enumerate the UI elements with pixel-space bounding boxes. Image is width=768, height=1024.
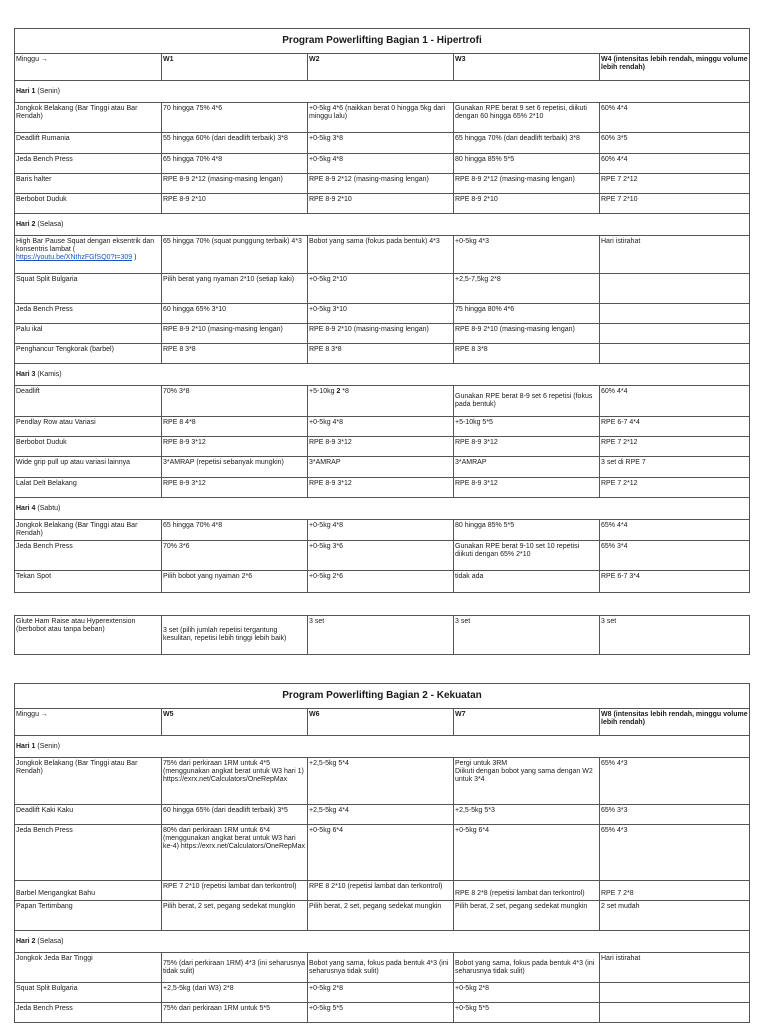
cell: +0-5kg 3*8 [308, 133, 454, 154]
cell: Pilih bobot yang nyaman 2*6 [162, 571, 308, 593]
table-row [15, 324, 750, 344]
week-header: W6 [308, 709, 454, 736]
table-row [15, 457, 750, 478]
cell: RPE 7 2*12 [600, 437, 750, 457]
cell: RPE 8-9 3*12 [454, 478, 600, 498]
cell: 65 hingga 70% 4*8 [162, 520, 308, 541]
day-sub: (Senin) [35, 87, 60, 95]
table-row [15, 983, 750, 1003]
day-name: Hari 1 [16, 742, 36, 750]
exercise-cell: Squat Split Bulgaria [15, 274, 162, 304]
cell: +0-5kg 2*10 [308, 274, 454, 304]
cell: RPE 8-9 3*12 [162, 437, 308, 457]
table-row [15, 541, 750, 571]
table-row [15, 1003, 750, 1023]
part2-title: Program Powerlifting Bagian 2 - Kekuatan [15, 684, 750, 709]
cell: +0-5kg 4*3 [454, 236, 600, 274]
cell: 75 hingga 80% 4*6 [454, 304, 600, 324]
cell: 3 set (pilih jumlah repetisi tergantung kesulitan, repetisi lebih tinggi lebih baik) [162, 616, 308, 655]
cell: RPE 8 3*8 [308, 344, 454, 364]
cell [600, 983, 750, 1003]
exercise-cell: Jeda Bench Press [15, 304, 162, 324]
cell: 3 set [454, 616, 600, 655]
cell: 80 hingga 85% 5*5 [454, 154, 600, 174]
day-sub: (Sabtu) [35, 504, 61, 512]
cell: RPE 8 3*8 [162, 344, 308, 364]
table-row [15, 437, 750, 457]
exercise-cell: Jeda Bench Press [15, 541, 162, 571]
week-header: W8 (intensitas lebih rendah, minggu volume lebih rendah) [600, 709, 750, 736]
cell: 3 set [600, 616, 750, 655]
cell [600, 324, 750, 344]
cell: tidak ada [454, 571, 600, 593]
day-name: Hari 2 [16, 220, 36, 228]
table-row [15, 758, 750, 805]
cell: RPE 8-9 2*10 (masing-masing lengan) [162, 324, 308, 344]
week-header: W7 [454, 709, 600, 736]
cell: Hari istirahat [600, 236, 750, 274]
cell: +2,5-7,5kg 2*8 [454, 274, 600, 304]
day-sub: (Kamis) [35, 370, 62, 378]
exercise-cell: Jongkok Jeda Bar Tinggi [15, 953, 162, 983]
exercise-cell: Papan Tertimbang [15, 901, 162, 931]
exercise-text: High Bar Pause Squat dengan eksentrik dan konsentris lambat ( [16, 238, 155, 253]
exercise-cell: Deadlift Kaki Kaku [15, 805, 162, 825]
cell: 60 hingga 65% (dari deadlift terbaik) 3*5 [162, 805, 308, 825]
table-row [15, 805, 750, 825]
table-row [15, 236, 750, 274]
cell [600, 274, 750, 304]
cell: +0-5kg 3*6 [308, 541, 454, 571]
week-header: W5 [162, 709, 308, 736]
table-row [15, 953, 750, 983]
table-row [15, 881, 750, 901]
cell: 75% (dari perkiraan 1RM) 4*3 (ini seharusnya tidak sulit) [162, 953, 308, 983]
cell: RPE 7 2*10 [600, 194, 750, 214]
cell: 65% 4*3 [600, 758, 750, 805]
exercise-cell: Deadlift Rumania [15, 133, 162, 154]
cell: 65 hingga 70% (dari deadlift terbaik) 3*8 [454, 133, 600, 154]
link-tail: ) [132, 254, 137, 261]
day-sub: (Selasa) [35, 220, 64, 228]
cell [600, 304, 750, 324]
exercise-cell: Lalat Delt Belakang [15, 478, 162, 498]
cell: Pilih berat, 2 set, pegang sedekat mungkin [454, 901, 600, 931]
cell-text: +5-10kg [309, 388, 337, 395]
cell: +2,5-5kg 5*3 [454, 805, 600, 825]
cell: 60% 4*4 [600, 154, 750, 174]
table-row [15, 520, 750, 541]
cell [600, 1003, 750, 1023]
week-header: W1 [162, 54, 308, 81]
table-row [15, 154, 750, 174]
day-name: Hari 2 [16, 937, 36, 945]
cell: 60% 4*4 [600, 386, 750, 417]
cell: +0-5kg 2*8 [308, 983, 454, 1003]
exercise-cell: Jongkok Belakang (Bar Tinggi atau Bar Rendah) [15, 520, 162, 541]
table-row [15, 103, 750, 133]
cell: RPE 8-9 2*10 [308, 194, 454, 214]
cell: +0-5kg 4*8 [308, 520, 454, 541]
cell: 75% dari perkiraan 1RM untuk 5*5 [162, 1003, 308, 1023]
cell: 3 set di RPE 7 [600, 457, 750, 478]
cell: 70% 3*8 [162, 386, 308, 417]
exercise-cell: Jeda Bench Press [15, 1003, 162, 1023]
cell: RPE 7 2*12 [600, 478, 750, 498]
exercise-cell: Squat Split Bulgaria [15, 983, 162, 1003]
cell: +0-5kg 4*6 (naikkan berat 0 hingga 5kg dari minggu lalu) [308, 103, 454, 133]
table-row [15, 417, 750, 437]
cell: 60% 3*5 [600, 133, 750, 154]
exercise-cell: Barbel Mengangkat Bahu [15, 881, 162, 901]
cell: Pilih berat yang nyaman 2*10 (setiap kaki) [162, 274, 308, 304]
cell: Bobot yang sama, fokus pada bentuk 4*3 (ini seharusnya tidak sulit) [454, 953, 600, 983]
program-part1-table [14, 28, 750, 593]
exercise-cell: Deadlift [15, 386, 162, 417]
cell: 55 hingga 60% (dari deadlift terbaik) 3*8 [162, 133, 308, 154]
table-row [15, 274, 750, 304]
week-header: W3 [454, 54, 600, 81]
exercise-cell [15, 236, 162, 274]
table-row [15, 344, 750, 364]
exercise-cell: Jeda Bench Press [15, 825, 162, 881]
exercise-cell: Glute Ham Raise atau Hyperextension (berbobot atau tanpa beban) [15, 616, 162, 655]
cell: 70% 3*6 [162, 541, 308, 571]
cell: 3*AMRAP [454, 457, 600, 478]
exercise-cell: Jeda Bench Press [15, 154, 162, 174]
cell: 65 hingga 70% 4*8 [162, 154, 308, 174]
cell: RPE 8-9 3*12 [454, 437, 600, 457]
cell: Gunakan RPE berat 9-10 set 10 repetisi diikuti dengan 65% 2*10 [454, 541, 600, 571]
day-sub: (Senin) [35, 742, 60, 750]
day-header [15, 498, 750, 520]
cell: Pergi untuk 3RM Diikuti dengan bobot yang sama dengan W2 untuk 3*4 [454, 758, 600, 805]
cell: RPE 8-9 2*10 [454, 194, 600, 214]
cell: 80% dari perkiraan 1RM untuk 6*4 (menggunakan angkat berat untuk W3 hari ke-4) https://exrx.net/Calculators/OneRepMax [162, 825, 308, 881]
exercise-cell: Penghancur Tengkorak (barbel) [15, 344, 162, 364]
exercise-cell: Jongkok Belakang (Bar Tinggi atau Bar Rendah) [15, 103, 162, 133]
cell: +0-5kg 2*6 [308, 571, 454, 593]
cell: +0-5kg 4*8 [308, 417, 454, 437]
cell: RPE 7 2*12 [600, 174, 750, 194]
program-part2-table [14, 683, 750, 1023]
cell: 2 set mudah [600, 901, 750, 931]
cell: RPE 8 2*8 (repetisi lambat dan terkontrol) [454, 881, 600, 901]
table-row [15, 825, 750, 881]
cell [600, 344, 750, 364]
cell: RPE 8-9 3*12 [162, 478, 308, 498]
exercise-cell: Tekan Spot [15, 571, 162, 593]
table-row [15, 174, 750, 194]
cell: 3*AMRAP (repetisi sebanyak mungkin) [162, 457, 308, 478]
day-header [15, 81, 750, 103]
video-link[interactable]: https://youtu.be/XNthzFGfSQ0?t=309 [16, 254, 133, 261]
day-name: Hari 1 [16, 87, 36, 95]
table-row [15, 386, 750, 417]
cell: +2,5-5kg 4*4 [308, 805, 454, 825]
cell: RPE 8-9 2*12 (masing-masing lengan) [308, 174, 454, 194]
table-row [15, 571, 750, 593]
cell: RPE 8-9 2*10 (masing-masing lengan) [454, 324, 600, 344]
cell: RPE 8 2*10 (repetisi lambat dan terkontrol) [308, 881, 454, 901]
cell: RPE 8-9 2*10 [162, 194, 308, 214]
cell: 60% 4*4 [600, 103, 750, 133]
cell: +0-5kg 6*4 [308, 825, 454, 881]
day-header [15, 736, 750, 758]
cell: +0-5kg 5*5 [454, 1003, 600, 1023]
day-name: Hari 3 [16, 370, 36, 378]
day-sub: (Selasa) [35, 937, 64, 945]
table-row [15, 304, 750, 324]
exercise-cell: Jongkok Belakang (Bar Tinggi atau Bar Rendah) [15, 758, 162, 805]
cell: +0-5kg 6*4 [454, 825, 600, 881]
cell [308, 386, 454, 417]
cell: RPE 8-9 3*12 [308, 478, 454, 498]
cell: +2,5-5kg (dari W3) 2*8 [162, 983, 308, 1003]
cell: 65% 3*4 [600, 541, 750, 571]
table-row [15, 901, 750, 931]
cell: Bobot yang sama, fokus pada bentuk 4*3 (ini seharusnya tidak sulit) [308, 953, 454, 983]
table-row [15, 194, 750, 214]
day-header [15, 214, 750, 236]
cell: Bobot yang sama (fokus pada bentuk) 4*3 [308, 236, 454, 274]
cell: +0-5kg 4*8 [308, 154, 454, 174]
cell: RPE 6-7 4*4 [600, 417, 750, 437]
cell: RPE 8-9 2*10 (masing-masing lengan) [308, 324, 454, 344]
cell: +0-5kg 2*8 [454, 983, 600, 1003]
cell: 80 hingga 85% 5*5 [454, 520, 600, 541]
cell: +2,5-5kg 5*4 [308, 758, 454, 805]
table-row [15, 478, 750, 498]
cell: Pilih berat, 2 set, pegang sedekat mungkin [308, 901, 454, 931]
exercise-cell: Pendlay Row atau Variasi [15, 417, 162, 437]
cell: 65 hingga 70% (squat punggung terbaik) 4*3 [162, 236, 308, 274]
exercise-cell: Wide grip pull up atau variasi lainnya [15, 457, 162, 478]
exercise-cell: Berbobot Duduk [15, 437, 162, 457]
cell-text-bold: 2 [336, 388, 341, 395]
exercise-cell: Baris halter [15, 174, 162, 194]
cell: 65% 4*3 [600, 825, 750, 881]
day-name: Hari 4 [16, 504, 36, 512]
week-header: W4 (intensitas lebih rendah, minggu volume lebih rendah) [600, 54, 750, 81]
table-row [15, 133, 750, 154]
cell: +0-5kg 3*10 [308, 304, 454, 324]
part1-title: Program Powerlifting Bagian 1 - Hipertrofi [15, 29, 750, 54]
cell: Hari istirahat [600, 953, 750, 983]
cell: RPE 8-9 3*12 [308, 437, 454, 457]
cell: RPE 8 3*8 [454, 344, 600, 364]
cell: RPE 8-9 2*12 (masing-masing lengan) [454, 174, 600, 194]
week-label: Minggu → [15, 709, 162, 736]
cell: Gunakan RPE berat 9 set 6 repetisi, diikuti dengan 60 hingga 65% 2*10 [454, 103, 600, 133]
cell: Pilih berat, 2 set, pegang sedekat mungkin [162, 901, 308, 931]
week-label: Minggu → [15, 54, 162, 81]
exercise-cell: Palu ikal [15, 324, 162, 344]
extra-exercise-table [14, 615, 750, 655]
table-row [15, 616, 750, 655]
week-header: W2 [308, 54, 454, 81]
exercise-cell: Berbobot Duduk [15, 194, 162, 214]
cell: 70 hingga 75% 4*6 [162, 103, 308, 133]
cell: 65% 4*4 [600, 520, 750, 541]
cell: Gunakan RPE berat 8-9 set 6 repetisi (fokus pada bentuk) [454, 386, 600, 417]
cell: RPE 8 4*8 [162, 417, 308, 437]
cell: 3 set [308, 616, 454, 655]
cell: RPE 8-9 2*12 (masing-masing lengan) [162, 174, 308, 194]
cell: 3*AMRAP [308, 457, 454, 478]
cell: 60 hingga 65% 3*10 [162, 304, 308, 324]
day-header [15, 931, 750, 953]
cell: RPE 7 2*8 [600, 881, 750, 901]
cell: 65% 3*3 [600, 805, 750, 825]
cell: RPE 6-7 3*4 [600, 571, 750, 593]
cell: 75% dari perkiraan 1RM untuk 4*5 (menggunakan angkat berat untuk W3 hari 1) https://exrx.net/Calculators/OneRepMax [162, 758, 308, 805]
cell-text: *8 [340, 388, 349, 395]
cell: +0-5kg 5*5 [308, 1003, 454, 1023]
cell: +5-10kg 5*5 [454, 417, 600, 437]
day-header [15, 364, 750, 386]
cell: RPE 7 2*10 (repetisi lambat dan terkontrol) [162, 881, 308, 901]
